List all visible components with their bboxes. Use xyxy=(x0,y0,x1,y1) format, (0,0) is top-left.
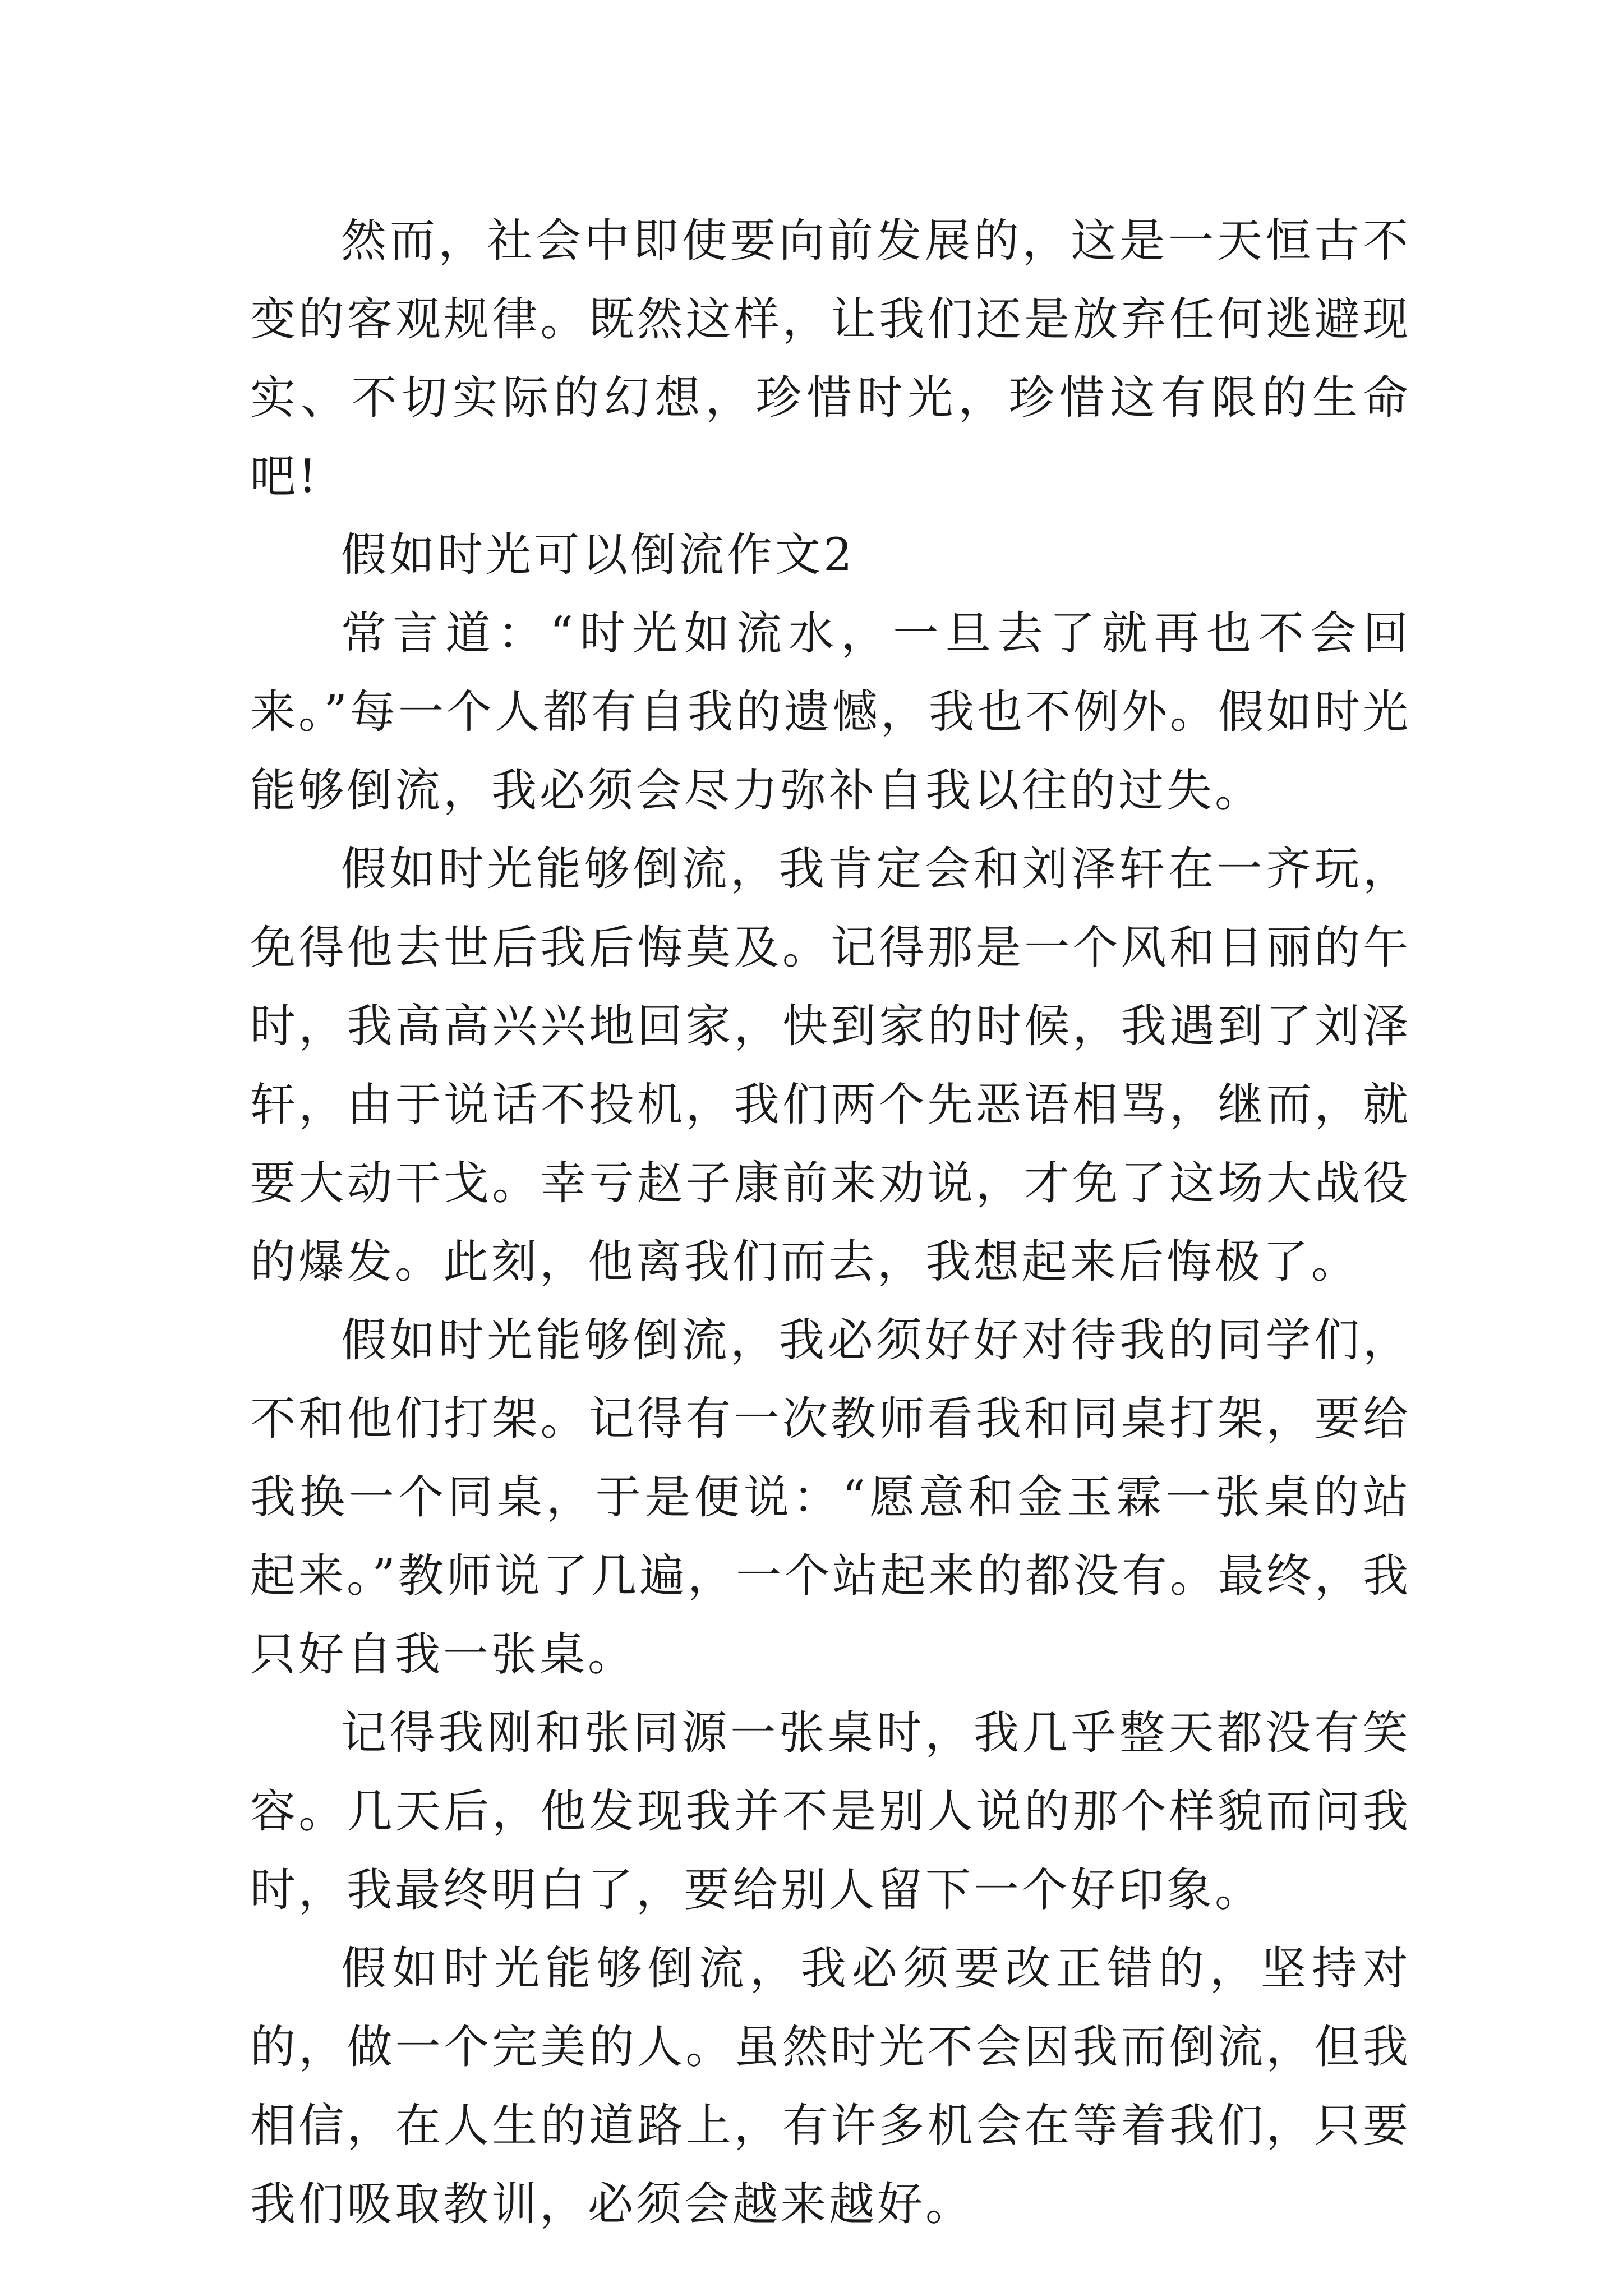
essay-title: 假如时光可以倒流作文2 xyxy=(341,529,855,582)
paragraph-intro: 常言道：“时光如流水，一旦去了就再也不会回来。”每一个人都有自我的遗憾，我也不例外。假如时光能够倒流，我必须会尽力弥补自我以往的过失。 xyxy=(250,608,1411,817)
paragraph-zhang-tongyuan: 记得我刚和张同源一张桌时，我几乎整天都没有笑容。几天后，他发现我并不是别人说的那个样貌而问我时，我最终明白了，要给别人留下一个好印象。 xyxy=(250,1707,1411,1917)
paragraph-ending: 假如时光能够倒流，我必须要改正错的，坚持对的，做一个完美的人。虽然时光不会因我而倒流，但我相信，在人生的道路上，有许多机会在等着我们，只要我们吸取教训，必须会越来越好。 xyxy=(250,1943,1411,2231)
paragraph-conclusion: 然而，社会中即使要向前发展的，这是一天恒古不变的客观规律。既然这样，让我们还是放弃任何逃避现实、不切实际的幻想，珍惜时光，珍惜这有限的生命吧! xyxy=(250,215,1411,503)
document-body xyxy=(250,202,1411,2244)
paragraph-classmates: 假如时光能够倒流，我必须好好对待我的同学们，不和他们打架。记得有一次教师看我和同桌打架，要给我换一个同桌，于是便说：“愿意和金玉霖一张桌的站起来。”教师说了几遍，一个站起来的都没有。最终，我只好自我一张桌。 xyxy=(250,1314,1411,1681)
paragraph-liu-zexuan: 假如时光能够倒流，我肯定会和刘泽轩在一齐玩，免得他去世后我后悔莫及。记得那是一个风和日丽的午时，我高高兴兴地回家，快到家的时候，我遇到了刘泽轩，由于说话不投机，我们两个先恶语相骂，继而，就要大动干戈。幸亏赵子康前来劝说，才免了这场大战役的爆发。此刻，他离我们而去，我想起来后悔极了。 xyxy=(250,843,1411,1289)
